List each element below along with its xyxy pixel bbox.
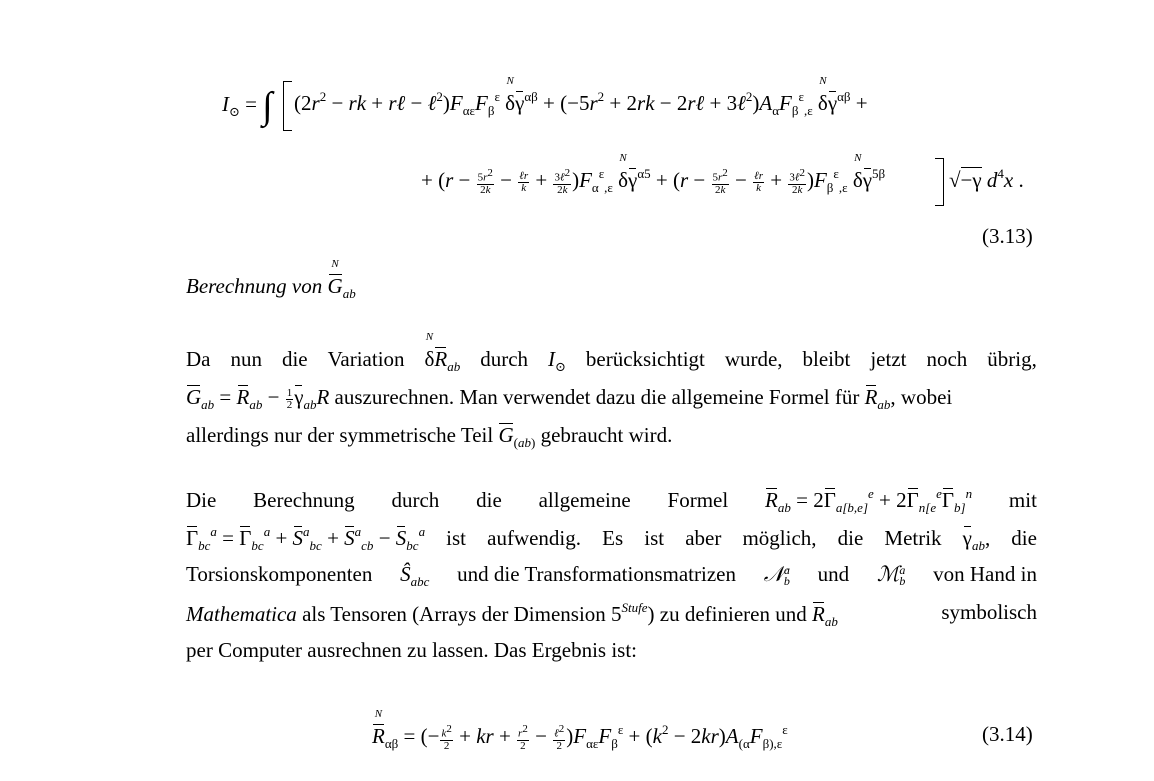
left-bracket [283,81,292,131]
equation-number-3-13: (3.13) [982,224,1033,248]
equation-number-3-14: (3.14) [982,722,1033,746]
math-g-sym: $G_{(ab)}$ [498,423,536,450]
para2-line-3: Torsionskomponenten $Ŝ_{abc}$ und die Transformationsmatrizen 𝒩 a b und ℳ a b von Hand in [186,562,1037,589]
math-i-odot: $I_⊙$ [548,347,566,374]
equation-3-14: N $R_{\alpha\beta}$ = (− $\frac{k^2}{2}$ + kr + $\frac{r^2}{2}$ − $\frac{\ell^2}{2}$ )$F_{\alpha\varepsilon}F_\beta^\varepsilon + (k^2 - 2kr)A_{(\alpha}F_{\beta),\varepsilon}^\varepsilon$ [372,708,788,753]
equation-3-13-line-1-body: ($2r^2$ − rk + rℓ − $\ell^2)F_{\alpha\varepsilon}F_\beta^\varepsilon$ N $\delta\gamma^{\alpha\beta} + (-5r^2 + 2rk$ − 2rℓ + $3\ell^2)A_\alpha F_\beta^\varepsilon_{,\varepsilon}$ N $\delta\gamma^{\alpha\beta}$ + [294,75,868,118]
section-heading-symbol: N G [327,258,343,298]
math-s-abc: $Ŝ_{abc}$ [400,562,430,589]
equation-3-13-line-2-tail: √−γ $d^4x$ . [949,166,1024,192]
para2-line-1: Die Berechnung durch die allgemeine Formel $R_{ab} = 2\Gamma_{a[b,e]}^e + 2\Gamma_{n[e}^e\Gamma_{b]}^n$ mit [186,486,1037,515]
para2-line-2: $\Gamma_{bc}^a = \Gamma_{bc}^a + S^a_{bc} + S^a_{cb} - S_{bc}^a$ ist aufwendig. Es ist aber möglich, die Metrik $\gamma_{ab}$, die [186,524,1037,553]
right-bracket [935,158,944,206]
math-n-matrix: 𝒩 a b [763,562,790,589]
equation-3-13-line-2: + (r − $\frac{5r^2}{2k}$ − $\frac{\text{ℓr}}{k}$ + $\frac{3\ell^2}{2k}$ )$F_\alpha^\varepsilon_{,\varepsilon}$ N $\delta\gamma^{\alpha 5} + (r$ − $\frac{5r^2}{2k}$ − $\frac{\text{ℓr}}{k}$ + $\frac{3\ell^2}{2k}$ )$F_\beta^\varepsilon_{,\varepsilon}$ N $\delta\gamma^{5\beta}$ [421,152,886,197]
para1-line-1: Da nun die Variation N $\delta R_{ab}$ durch $I_⊙$ berücksichtigt wurde, bleibt jetzt noch übrig, [186,331,1037,374]
math-g-ab-def: $G_{ab} = R_{ab}$ − $\frac{1}{2}$ $\gamma_{ab}R$ [186,385,330,412]
math-r-ab-formula: $R_{ab} = 2\Gamma_{a[b,e]}^e + 2\Gamma_{n[e}^e\Gamma_{b]}^n$ [765,486,973,515]
math-m-matrix: ℳ a b [876,562,906,589]
math-gamma-decomp: $\Gamma_{bc}^a = \Gamma_{bc}^a + S^a_{bc} + S^a_{cb} - S_{bc}^a$ [186,524,426,553]
para2-line-4: Mathematica als Tensoren (Arrays der Dimension $5^{Stufe}$) zu definieren und $R_{ab}$ symbolisch [186,600,1037,629]
math-delta-r-ab: N $\delta R_{ab}$ [424,331,461,374]
para1-line-2: $G_{ab} = R_{ab}$ − $\frac{1}{2}$ $\gamma_{ab}R$ auszurechnen. Man verwendet dazu die allgemeine Formel für $R_{ab}$, wobei [186,385,953,412]
section-heading-text: Berechnung von [186,274,323,298]
para2-line-5: per Computer ausrechnen zu lassen. Das Ergebnis ist: [186,638,637,662]
section-heading: Berechnung von N $G_{ab}$ [186,258,356,301]
para1-line-3: allerdings nur der symmetrische Teil $G_{(ab)}$ gebraucht wird. [186,423,673,450]
equation-3-13-line-1: $I_⊙$ = ∫ [222,85,273,127]
